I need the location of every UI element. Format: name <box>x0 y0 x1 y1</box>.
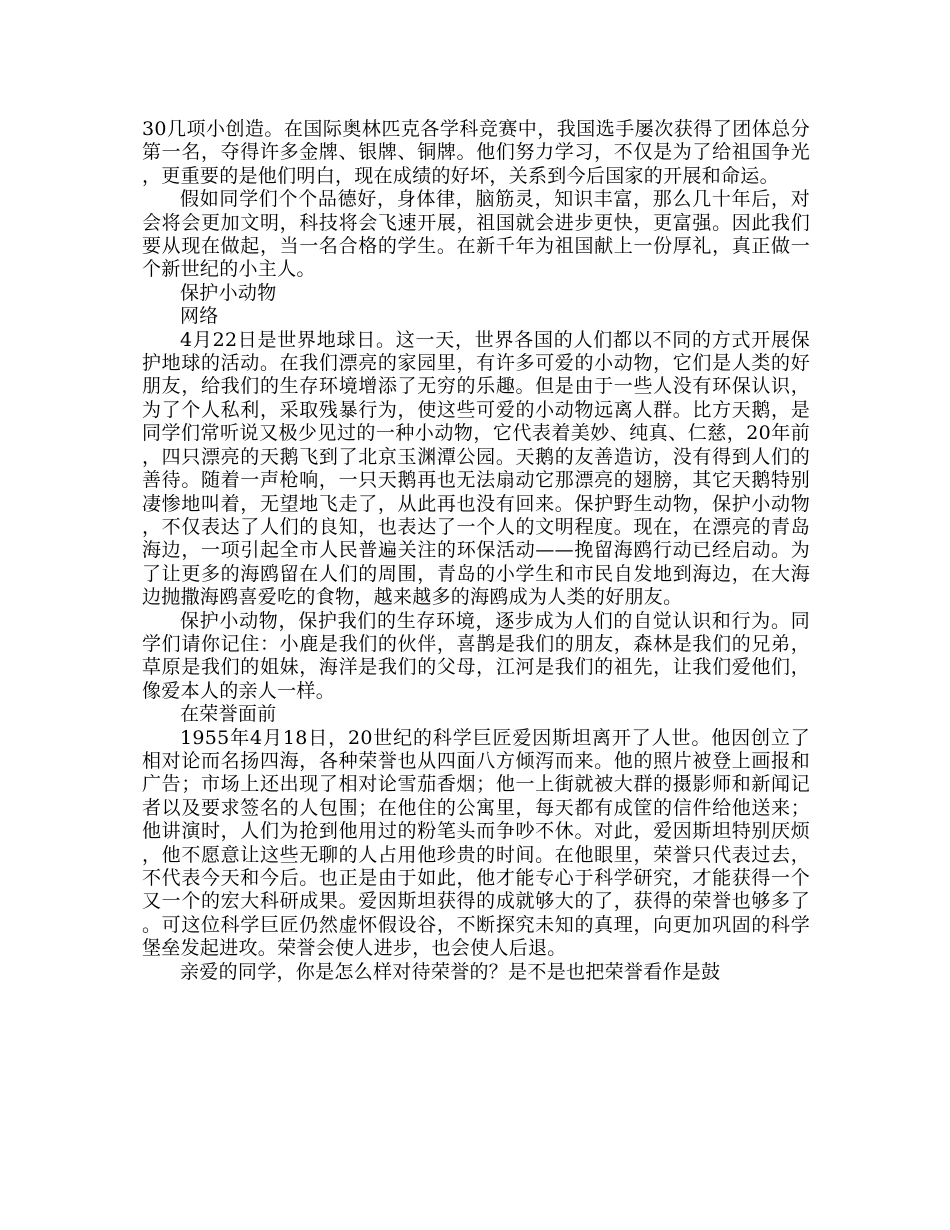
paragraph-closing: 亲爱的同学，你是怎么样对待荣誉的？是不是也把荣誉看作是鼓 <box>180 960 721 983</box>
paragraph-earth-day: 4月22日是世界地球日。这一天，世界各国的人们都以不同的方式开展保护地球的活动。在我们漂亮的家园里，有许多可爱的小动物，它们是人类的好朋友，给我们的生存环境增添了无穷的乐趣。但是由于一些人没有环保认识，为了个人私利，采取残暴行为，使这些可爱的小动物远离人群。比方天鹅，是同学们常听说又极少见过的一种小动物，它代表着美妙、纯真、仁慈，20年前，四只漂亮的天鹅飞到了北京玉渊潭公园。天鹅的友善造访，没有得到人们的善待。随着一声枪响，一只天鹅再也无法扇动它那漂亮的翅膀，其它天鹅特别凄惨地叫着，无望地飞走了，从此再也没有回来。保护野生动物，保护小动物，不仅表达了人们的良知，也表达了一个人的文明程度。现在，在漂亮的青岛海边，一项引起全市人民普遍关注的环保活动——挽留海鸥行动已经启动。为了让更多的海鸥留在人们的周围，青岛的小学生和市民自发地到海边，在大海边抛撒海鸥喜爱吃的食物，越来越多的海鸥成为人类的好朋友。 <box>142 328 810 609</box>
section-title-before-honor: 在荣誉面前 <box>180 703 277 726</box>
paragraph-2: 假如同学们个个品德好，身体律，脑筋灵，知识丰富，那么几十年后，对会将会更加文明，科技将会飞速开展，祖国就会进步更快，更富强。因此我们要从现在做起，当一名合格的学生。在新千年为祖国献上一份厚礼，真正做一个新世纪的小主人。 <box>142 188 810 281</box>
document-page <box>142 118 810 984</box>
paragraph-einstein: 1955年4月18日，20世纪的科学巨匠爱因斯坦离开了人世。他因创立了相对论而名扬四海，各种荣誉也从四面八方倾泻而来。他的照片被登上画报和广告；市场上还出现了相对论雪茄香烟；他一上街就被大群的摄影师和新闻记者以及要求签名的人包围；在他住的公寓里，每天都有成筐的信件给他送来；他讲演时，人们为抢到他用过的粉笔头而争吵不休。对此，爱因斯坦特别厌烦，他不愿意让这些无聊的人占用他珍贵的时间。在他眼里，荣誉只代表过去，不代表今天和今后。也正是由于如此，他才能专心于科学研究，才能获得一个又一个的宏大科研成果。爱因斯坦获得的成就够大的了，获得的荣誉也够多了。可这位科学巨匠仍然虚怀假设谷，不断探究未知的真理，向更加巩固的科学堡垒发起进攻。荣誉会使人进步，也会使人后退。 <box>142 726 810 960</box>
section-title-protect-animals: 保护小动物 <box>180 281 277 304</box>
paragraph-1: 30几项小创造。在国际奥林匹克各学科竞赛中，我国选手屡次获得了团体总分第一名，夺得许多金牌、银牌、铜牌。他们努力学习，不仅是为了给祖国争光，更重要的是他们明白，现在成绩的好坏，关系到今后国家的开展和命运。 <box>142 118 810 187</box>
source-label: 网络 <box>180 305 219 328</box>
paragraph-protect-environment: 保护小动物，保护我们的生存环境，逐步成为人们的自觉认识和行为。同学们请你记住：小鹿是我们的伙伴，喜鹊是我们的朋友，森林是我们的兄弟，草原是我们的姐妹，海洋是我们的父母，江河是我们的祖先，让我们爱他们，像爱本人的亲人一样。 <box>142 609 810 702</box>
